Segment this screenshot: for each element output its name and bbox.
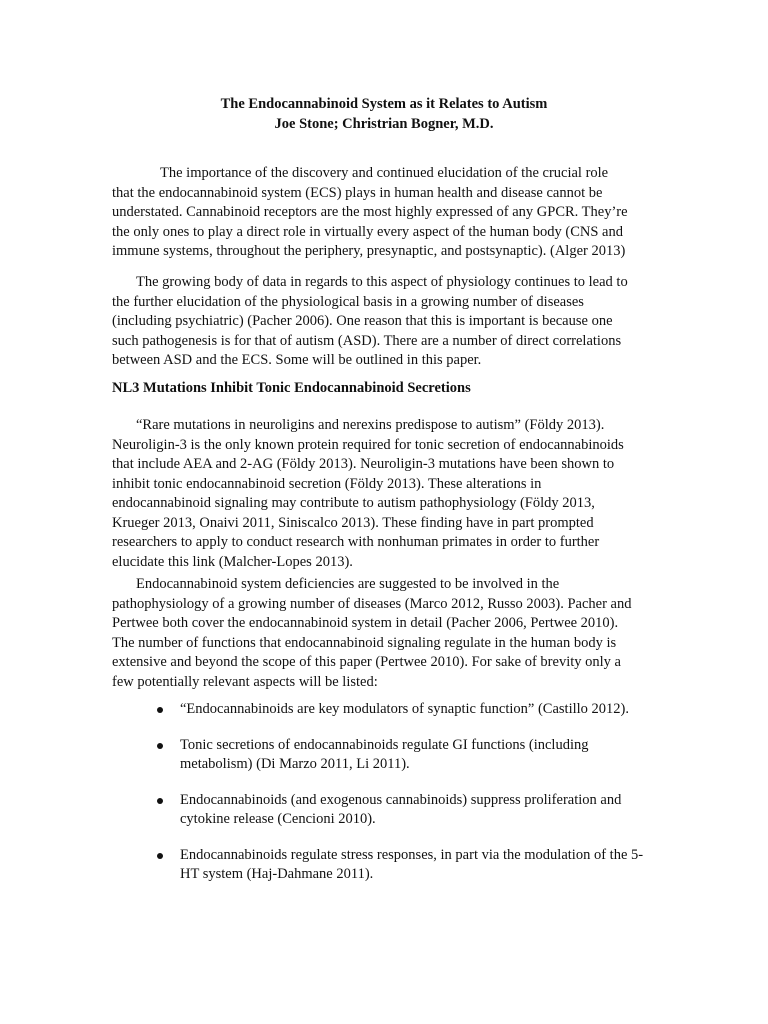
title-block: [0, 94, 768, 134]
paper-authors: Joe Stone; Christrian Bogner, M.D.: [274, 116, 494, 132]
paragraph-intro: The importance of the discovery and continued elucidation of the crucial role that the endocannabinoid system (ECS) plays in human health and disease cannot be understated. Cannabinoid receptors are the most highly expressed of any GPCR. They’re the only ones to play a direct role in virtually every aspect of the human body (CNS and immune systems, throughout the periphery, presynaptic, and postsynaptic). (Alger 2013): [112, 165, 628, 259]
bullet-icon: [157, 853, 163, 859]
bullet-icon: [157, 707, 163, 713]
list-item: [112, 846, 652, 885]
list-item: [112, 791, 652, 830]
section-heading: NL3 Mutations Inhibit Tonic Endocannabinoid Secretions: [112, 380, 471, 396]
list-item-text: Tonic secretions of endocannabinoids regulate GI functions (including metabolism) (Di Marzo 2011, Li 2011).: [180, 736, 589, 772]
list-item-text: “Endocannabinoids are key modulators of synaptic function” (Castillo 2012).: [180, 701, 629, 717]
bullet-icon: [157, 743, 163, 749]
paper-title: The Endocannabinoid System as it Relates to Autism: [220, 96, 548, 112]
list-item-text: Endocannabinoids regulate stress responses, in part via the modulation of the 5-HT system (Haj-Dahmane 2011).: [180, 846, 644, 882]
list-item: [112, 736, 652, 775]
bullet-icon: [157, 798, 163, 804]
paragraph-ecs-deficiencies: Endocannabinoid system deficiencies are suggested to be involved in the pathophysiology of a growing number of diseases (Marco 2012, Russo 2003). Pacher and Pertwee both cover the endocannabinoid system in detail (Pacher 2006, Pertwee 2010). The number of functions that endocannabinoid signaling regulate in the human body is extensive and beyond the scope of this paper (Pertwee 2010). For sake of brevity only a few potentially relevant aspects will be listed:: [112, 576, 632, 690]
paragraph-growing-body: The growing body of data in regards to this aspect of physiology continues to lead to the further elucidation of the physiological basis in a growing number of diseases (including psychiatric) (Pacher 2006). One reason that this is important is because one such pathogenesis is for that of autism (ASD). There are a number of direct correlations between ASD and the ECS. Some will be outlined in this paper.: [112, 274, 628, 368]
list-item: [112, 700, 652, 720]
bullet-list: [112, 700, 652, 901]
list-item-text: Endocannabinoids (and exogenous cannabinoids) suppress proliferation and cytokine release (Cencioni 2010).: [180, 791, 622, 827]
paragraph-nl3-mutations: “Rare mutations in neuroligins and nerexins predispose to autism” (Földy 2013). Neuroligin-3 is the only known protein required for tonic secretion of endocannabinoids that include AEA and 2-AG (Földy 2013). Neuroligin-3 mutations have been shown to inhibit tonic endocannabinoid secretion (Földy 2013). These alterations in endocannabinoid signaling may contribute to autism pathophysiology (Földy 2013, Krueger 2013, Onaivi 2011, Siniscalco 2013). These finding have in part prompted researchers to apply to conduct research with nonhuman primates in order to further elucidate this link (Malcher-Lopes 2013).: [112, 417, 624, 570]
